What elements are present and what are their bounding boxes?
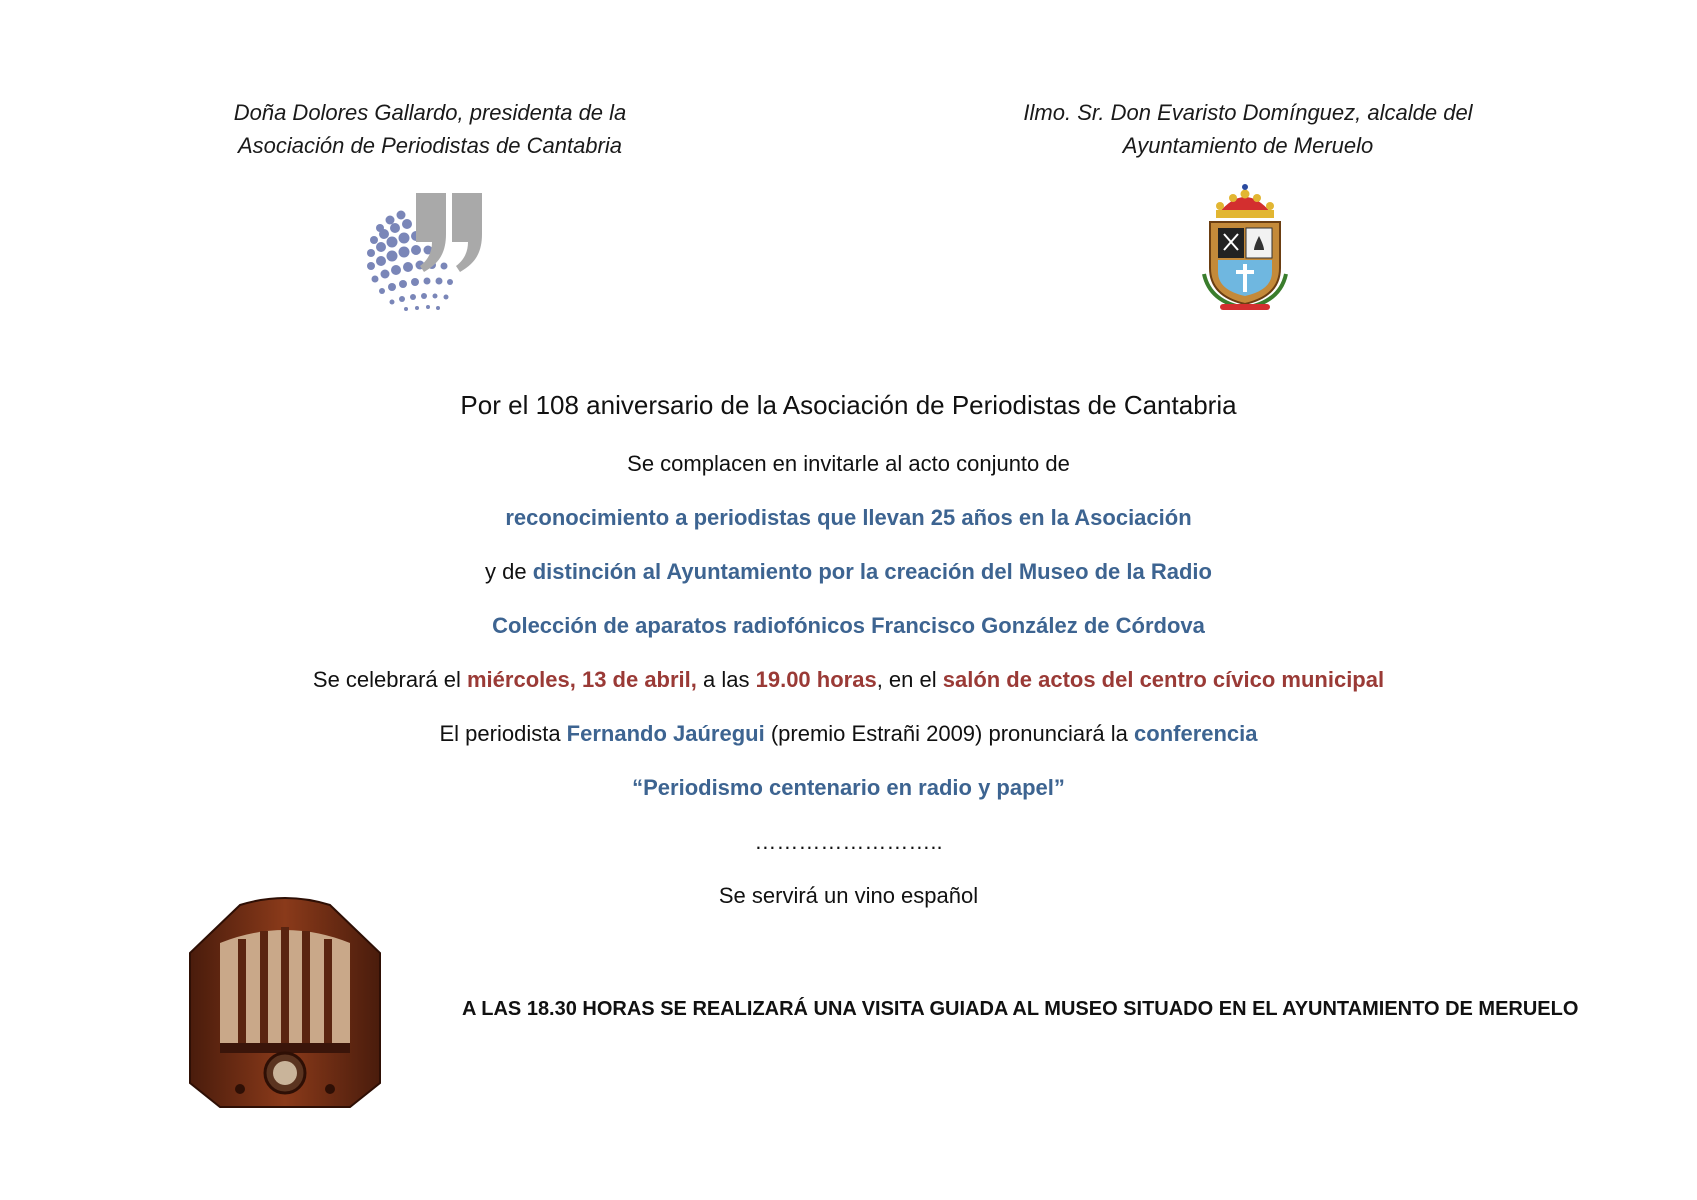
event-time: 19.00 horas — [755, 667, 877, 692]
date-prefix: Se celebrará el — [312, 667, 467, 692]
vintage-radio-icon — [180, 893, 390, 1111]
speaker-mid: (premio Estrañi 2009) pronunciará la — [764, 721, 1135, 746]
event-place: salón de actos del centro cívico municipal — [942, 667, 1385, 692]
speaker-line — [0, 721, 1697, 747]
invitation-title: Por el 108 aniversario de la Asociación de Periodistas de Cantabria — [460, 390, 1237, 420]
recognition-line: reconocimiento a periodistas que llevan 25 años en la Asociación — [505, 505, 1192, 530]
distinction-prefix: y de — [485, 559, 533, 584]
collection-line: Colección de aparatos radiofónicos Francisco González de Córdova — [492, 613, 1205, 638]
apc-logo-icon — [360, 188, 490, 318]
host-right-line1: Ilmo. Sr. Don Evaristo Domínguez, alcalde del — [1023, 100, 1473, 125]
host-right — [968, 96, 1528, 162]
conference-label: conferencia — [1134, 721, 1258, 746]
invitation-intro: Se complacen en invitarle al acto conjunto de — [627, 451, 1070, 476]
conference-title: “Periodismo centenario en radio y papel” — [632, 775, 1065, 800]
host-left — [150, 96, 710, 162]
separator-dots: …………………….. — [754, 829, 943, 854]
host-left-line2: Asociación de Periodistas de Cantabria — [237, 133, 622, 158]
wine-line: Se servirá un vino español — [718, 883, 979, 908]
event-date: miércoles, 13 de abril, — [467, 667, 697, 692]
speaker-name: Fernando Jaúregui — [566, 721, 765, 746]
guided-visit-note: A LAS 18.30 HORAS SE REALIZARÁ UNA VISITA GUIADA AL MUSEO SITUADO EN EL AYUNTAMIENTO DE MERUELO — [462, 998, 1579, 1020]
host-right-line2: Ayuntamiento de Meruelo — [1122, 133, 1374, 158]
distinction-line — [0, 559, 1697, 585]
speaker-prefix: El periodista — [439, 721, 567, 746]
meruelo-crest-icon — [1200, 184, 1290, 314]
schedule-line — [0, 667, 1697, 693]
host-left-line1: Doña Dolores Gallardo, presidenta de la — [233, 100, 627, 125]
time-prefix: a las — [696, 667, 756, 692]
distinction-text: distinción al Ayuntamiento por la creación del Museo de la Radio — [532, 559, 1212, 584]
place-prefix: , en el — [876, 667, 943, 692]
